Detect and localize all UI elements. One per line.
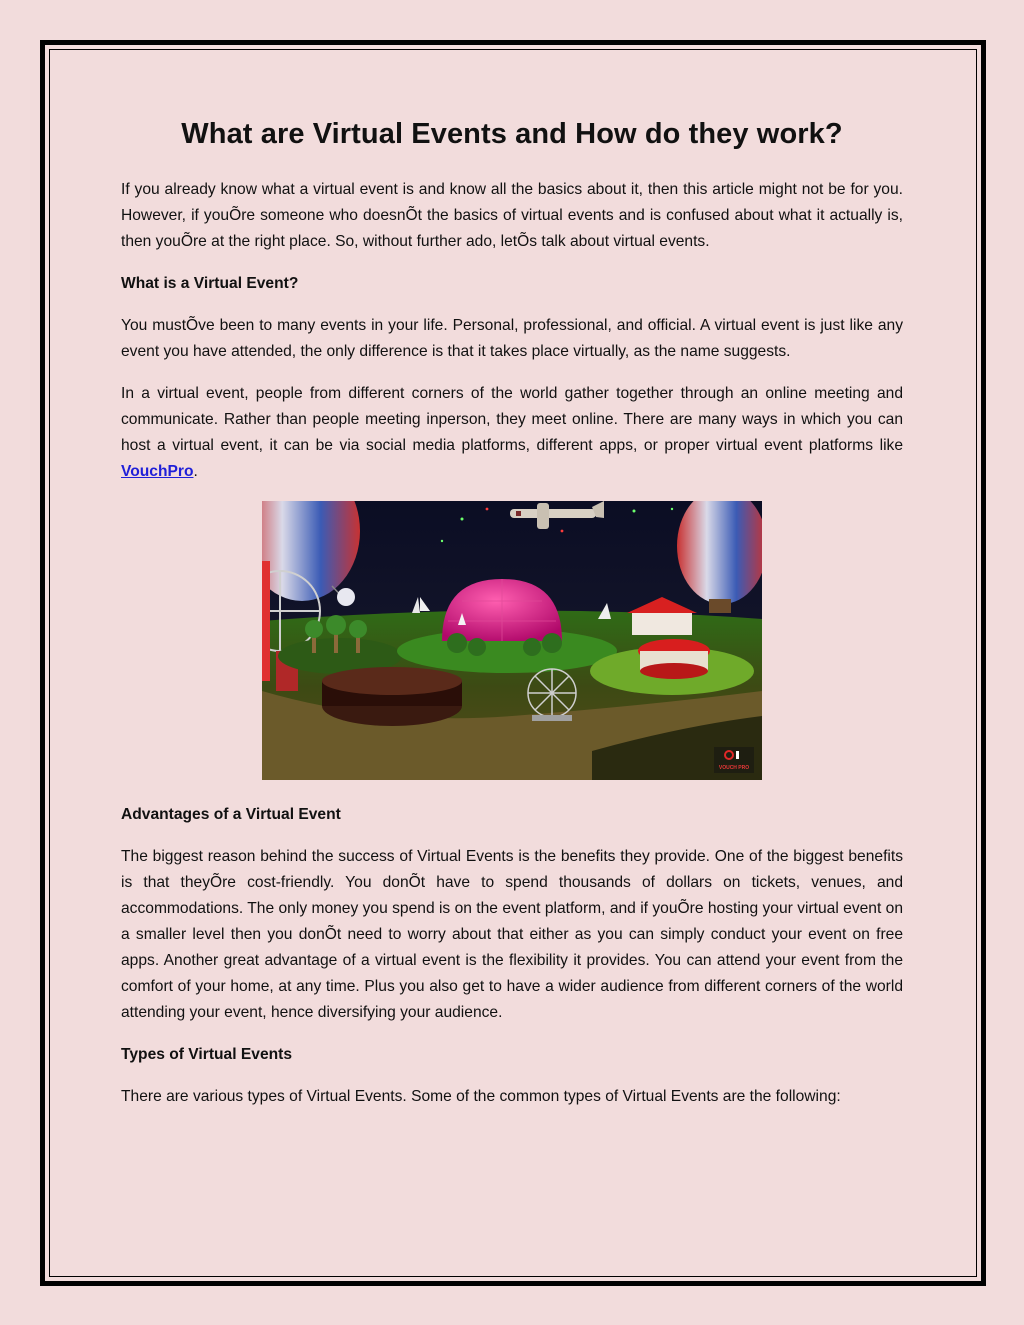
types-paragraph: There are various types of Virtual Events. Some of the common types of Virtual Events are the following: [121, 1088, 841, 1105]
advantages-paragraph: The biggest reason behind the success of Virtual Events is the benefits they provide. One of the biggest benefits is that theyÕre cost-friendly. You donÕt have to spend thousands of dollars on tickets, venues, and accommodations. The only money you spend is on the event platform, and if youÕre hosting your virtual event on a smaller level then you donÕt need to worry about that either as you can simply conduct your event on free apps. Another great advantage of a virtual event is the flexibility it provides. You can attend your event from the comfort of your home, at any time. Plus you also get to have a wider audience from different corners of the world attending your event, hence diversifying your audience. [121, 848, 903, 1021]
what-is-paragraph-2-end: . [193, 463, 198, 480]
article [121, 118, 903, 1126]
what-is-paragraph-2 [121, 381, 903, 485]
section-heading-advantages: Advantages of a Virtual Event [121, 806, 341, 823]
article-title: What are Virtual Events and How do they work? [181, 118, 843, 150]
what-is-paragraph-2-text: In a virtual event, people from different corners of the world gather together through an online meeting and communicate. Rather than people meeting inperson, they meet online. There are many ways in which you can host a virtual event, it can be via social media platforms, different apps, or proper virtual event platforms like [121, 385, 903, 454]
section-heading-what-is: What is a Virtual Event? [121, 275, 299, 292]
intro-paragraph: If you already know what a virtual event is and know all the basics about it, then this article might not be for you. However, if youÕre someone who doesnÕt the basics of virtual events and is confused about what it actually is, then youÕre at the right place. So, without further ado, letÕs talk about virtual events. [121, 181, 903, 250]
virtual-event-illustration [262, 501, 762, 780]
what-is-paragraph-1: You mustÕve been to many events in your life. Personal, professional, and official. A virtual event is just like any event you have attended, the only difference is that it takes place virtually, as the name suggests. [121, 317, 903, 360]
vouchpro-logo: VOUCH PRO [718, 765, 750, 771]
vouchpro-link[interactable]: VouchPro [121, 463, 194, 480]
section-heading-types: Types of Virtual Events [121, 1046, 293, 1063]
